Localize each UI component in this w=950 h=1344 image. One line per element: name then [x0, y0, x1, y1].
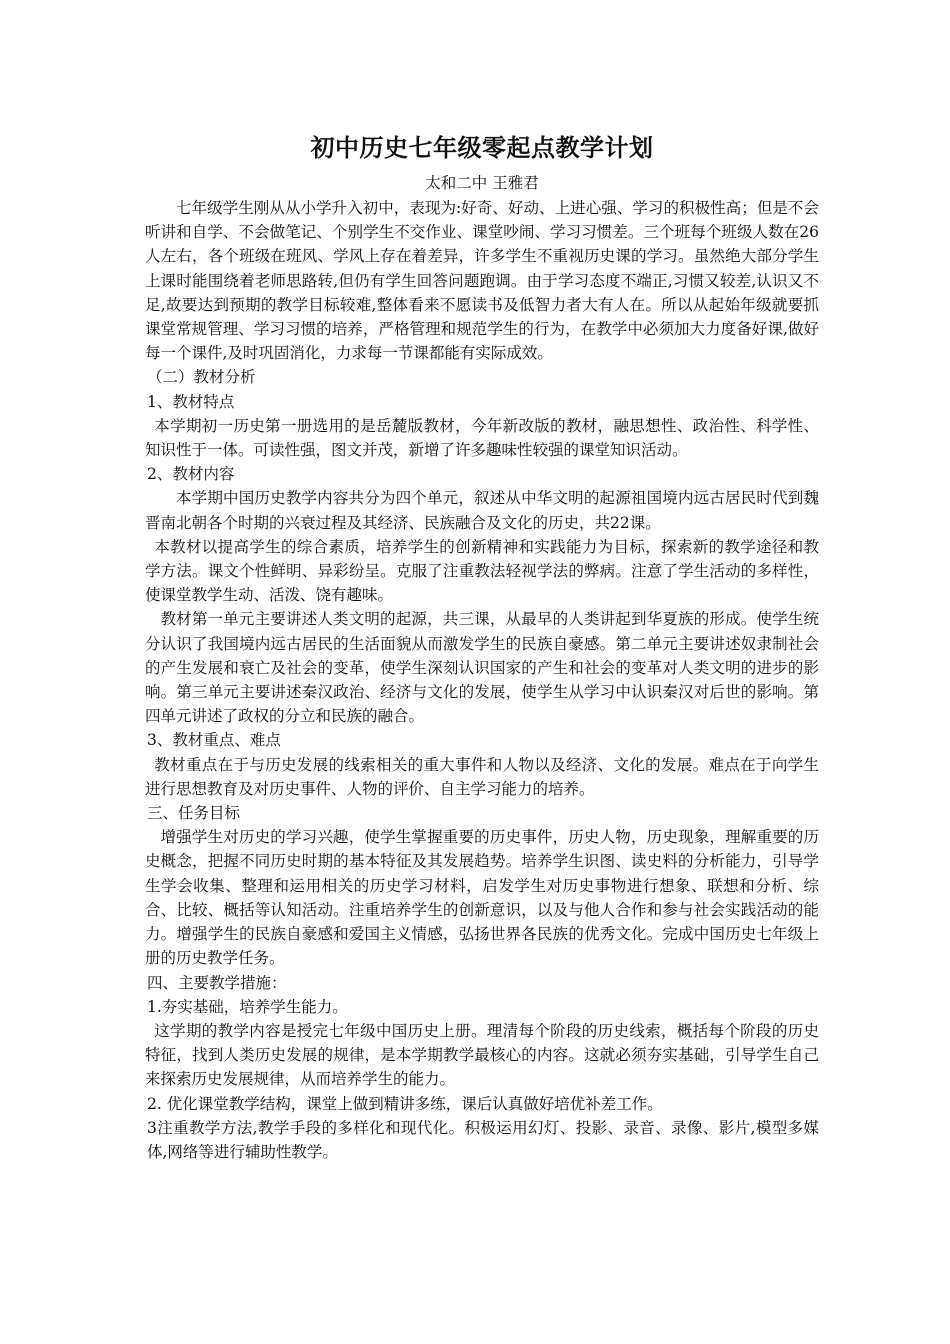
paragraph-textbook-content-2: 本教材以提高学生的综合素质，培养学生的创新精神和实践能力为目标，探索新的教学途径和教学方法。课文个性鲜明、异彩纷呈。克服了注重教法轻视学法的弊病。注意了学生活动的多样性，使课堂教学生动、活泼、饶有趣味。: [145, 537, 819, 605]
paragraph-goals: 增强学生对历史的学习兴趣，使学生掌握重要的历史事件，历史人物，历史现象，理解重要的历史概念，把握不同历史时期的基本特征及其发展趋势。培养学生识图、读史料的分析能力，引导学生学会收集、整理和运用相关的历史学习材料，启发学生对历史事物进行想象、联想和分析、综合、比较、概括等认知活动。注重培养学生的创新意识，以及与他人合作和参与社会实践活动的能力。增强学生的民族自豪感和爱国主义情感，弘扬世界各民族的优秀文化。完成中国历史七年级上册的历史教学任务。: [145, 828, 819, 968]
author-line: 太和二中 王雅君: [425, 174, 539, 192]
paragraph-textbook-content-1: 本学期中国历史教学内容共分为四个单元，叙述从中华文明的起源祖国境内远古居民时代到魏晋南北朝各个时期的兴衰过程及其经济、民族融合及文化的历史，共22课。: [145, 489, 819, 532]
subheading-key-points: 3、教材重点、难点: [147, 731, 281, 750]
paragraph-textbook-features: 本学期初一历史第一册选用的是岳麓版教材，今年新改版的教材，融思想性、政治性、科学性、知识性于一体。可读性强，图文并茂，新增了许多趣味性较强的课堂知识活动。: [145, 416, 819, 460]
section-heading-goals: 三、任务目标: [147, 804, 241, 823]
subheading-measure-1: 1.夯实基础，培养学生能力。: [147, 997, 348, 1016]
paragraph-measure-1: 这学期的教学内容是授完七年级中国历史上册。理清每个阶段的历史线索，概括每个阶段的历史特征，找到人类历史发展的规律，是本学期教学最核心的内容。这就必须夯实基础，引导学生自己来探索历史发展规律，从而培养学生的能力。: [145, 1021, 819, 1089]
section-heading-measures: 四、主要教学措施：: [147, 973, 287, 992]
subheading-textbook-content: 2、教材内容: [147, 465, 235, 484]
document-title: 初中历史七年级零起点教学计划: [310, 133, 654, 162]
paragraph-measure-2: 2. 优化课堂教学结构，课堂上做到精讲多练，课后认真做好培优补差工作。: [147, 1094, 663, 1113]
paragraph-textbook-content-3: 教材第一单元主要讲述人类文明的起源，共三课，从最早的人类讲起到华夏族的形成。使学生统分认识了我国境内远古居民的生活面貌从而激发学生的民族自豪感。第二单元主要讲述奴隶制社会的产生发展和衰亡及社会的变革，使学生深刻认识国家的产生和社会的变革对人类文明的进步的影响。第三单元主要讲述秦汉政治、经济与文化的发展，使学生从学习中认识秦汉对后世的影响。第四单元讲述了政权的分立和民族的融合。: [145, 610, 819, 726]
paragraph-measure-3: 3注重教学方法,教学手段的多样化和现代化。积极运用幻灯、投影、录音、录像、影片,模型多媒体,网络等进行辅助性教学。: [147, 1118, 819, 1161]
section-heading-textbook-analysis: （二）教材分析: [147, 368, 256, 387]
document-page: [145, 128, 819, 1164]
paragraph-key-points: 教材重点在于与历史发展的线索相关的重大事件和人物以及经济、文化的发展。难点在于向学生进行思想教育及对历史事件、人物的评价、自主学习能力的培养。: [145, 755, 819, 798]
subheading-textbook-features: 1、教材特点: [147, 392, 235, 411]
intro-paragraph: 七年级学生刚从从小学升入初中，表现为:好奇、好动、上进心强、学习的积极性高；但是不会听讲和自学、不会做笔记、个别学生不交作业、课堂吵闹、学习习惯差。三个班每个班级人数在26人左右，各个班级在班风、学风上存在着差异，许多学生不重视历史课的学习。虽然绝大部分学生上课时能围绕着老师思路转,但仍有学生回答问题跑调。由于学习态度不端正,习惯又较差,认识又不足,故要达到预期的教学目标较难,整体看来不愿读书及低智力者大有人在。所以从起始年级就要抓课堂常规管理、学习习惯的培养，严格管理和规范学生的行为，在教学中必须加大力度备好课,做好每一个课件,及时巩固消化，力求每一节课都能有实际成效。: [145, 199, 819, 363]
